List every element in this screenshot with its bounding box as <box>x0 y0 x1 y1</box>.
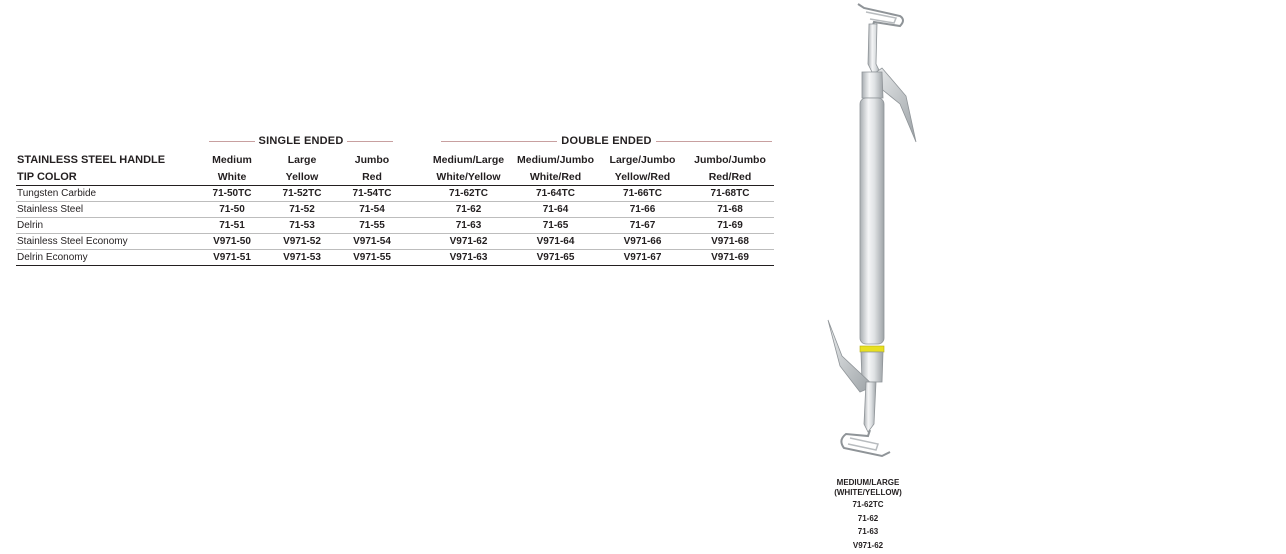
gap-cell <box>407 186 425 202</box>
color-header: White/Red <box>512 168 599 186</box>
double-ended-instrument-image <box>820 0 930 470</box>
table-cell: 71-68 <box>686 202 774 218</box>
gap-cell <box>407 250 425 266</box>
table-cell: 71-62TC <box>425 186 512 202</box>
gap-cell <box>407 202 425 218</box>
column-header: Jumbo <box>354 153 390 166</box>
table-cell: 71-55 <box>337 218 407 234</box>
caption-code: 71-62TC <box>852 500 884 509</box>
bottom-clip-inner <box>848 438 878 450</box>
handle <box>860 98 884 344</box>
single-ended-group-title <box>209 134 393 148</box>
table-row <box>16 218 774 234</box>
group-rule <box>209 141 255 142</box>
caption-code: 71-62 <box>857 513 879 523</box>
table-cell: V971-55 <box>337 250 407 266</box>
caption-color: (WHITE/YELLOW) <box>834 488 902 497</box>
table-cell: V971-54 <box>337 234 407 250</box>
table-cell: 71-65 <box>512 218 599 234</box>
header-row-color <box>16 168 774 186</box>
table-cell: 71-50 <box>197 202 267 218</box>
spec-table <box>16 151 774 266</box>
table-cell: V971-52 <box>267 234 337 250</box>
color-header: Yellow/Red <box>599 168 686 186</box>
table-cell: 71-50TC <box>197 186 267 202</box>
row-label: Stainless Steel Economy <box>16 234 197 250</box>
gap-cell <box>407 218 425 234</box>
color-band <box>860 346 884 352</box>
top-shank <box>868 24 880 72</box>
table-cell: V971-53 <box>267 250 337 266</box>
header-row-size <box>16 151 774 168</box>
caption-code: V971-62 <box>852 540 884 550</box>
bottom-clip <box>841 430 890 456</box>
table-cell: V971-50 <box>197 234 267 250</box>
table-cell: 71-54TC <box>337 186 407 202</box>
table-cell: 71-67 <box>599 218 686 234</box>
table-cell: 71-54 <box>337 202 407 218</box>
table-cell: 71-52TC <box>267 186 337 202</box>
table-cell: 71-63 <box>425 218 512 234</box>
table-cell: V971-68 <box>686 234 774 250</box>
table-row <box>16 186 774 202</box>
group-rule <box>656 141 772 142</box>
gap-cell <box>407 234 425 250</box>
table-cell: 71-69 <box>686 218 774 234</box>
row-label: Delrin <box>16 218 197 234</box>
bottom-shank <box>864 382 876 432</box>
table-cell: V971-62 <box>425 234 512 250</box>
gap-cell <box>407 151 425 168</box>
table-cell: V971-65 <box>512 250 599 266</box>
column-header: Large <box>287 153 317 166</box>
double-ended-label: DOUBLE ENDED <box>561 135 652 147</box>
row-label: Delrin Economy <box>16 250 197 266</box>
table-cell: 71-66TC <box>599 186 686 202</box>
double-ended-group-title <box>441 134 772 148</box>
column-header: Medium/Large <box>432 153 505 166</box>
table-cell: 71-62 <box>425 202 512 218</box>
single-ended-label: SINGLE ENDED <box>258 135 344 147</box>
table-cell: 71-51 <box>197 218 267 234</box>
color-header: Red <box>337 168 407 186</box>
caption-size: MEDIUM/LARGE <box>836 478 900 487</box>
table-cell: V971-51 <box>197 250 267 266</box>
row-label: Stainless Steel <box>16 202 197 218</box>
table-cell: V971-67 <box>599 250 686 266</box>
table-cell: 71-64TC <box>512 186 599 202</box>
table-cell: V971-69 <box>686 250 774 266</box>
group-rule <box>441 141 557 142</box>
table-cell: V971-63 <box>425 250 512 266</box>
color-header: Red/Red <box>686 168 774 186</box>
table-cell: 71-53 <box>267 218 337 234</box>
column-header: Medium <box>212 153 252 166</box>
table-row <box>16 234 774 250</box>
table-row <box>16 250 774 266</box>
top-clip <box>858 4 903 28</box>
table-cell: 71-52 <box>267 202 337 218</box>
row-label: Tungsten Carbide <box>16 186 197 202</box>
color-header: Yellow <box>267 168 337 186</box>
top-ferrule <box>862 72 883 98</box>
table-cell: V971-66 <box>599 234 686 250</box>
table-cell: 71-64 <box>512 202 599 218</box>
group-rule <box>347 141 393 142</box>
color-header: White/Yellow <box>425 168 512 186</box>
column-header: Jumbo/Jumbo <box>694 153 766 166</box>
caption-code: 71-63 <box>857 527 879 536</box>
color-header: White <box>197 168 267 186</box>
column-header: Large/Jumbo <box>609 153 676 166</box>
header-row-label: STAINLESS STEEL HANDLE <box>17 153 166 166</box>
table-cell: 71-66 <box>599 202 686 218</box>
column-header: Medium/Jumbo <box>516 153 594 166</box>
gap-cell <box>407 168 425 186</box>
instrument-caption <box>818 478 918 552</box>
header-row-label: TIP COLOR <box>16 168 197 186</box>
table-row <box>16 202 774 218</box>
table-cell: 71-68TC <box>686 186 774 202</box>
table-cell: V971-64 <box>512 234 599 250</box>
